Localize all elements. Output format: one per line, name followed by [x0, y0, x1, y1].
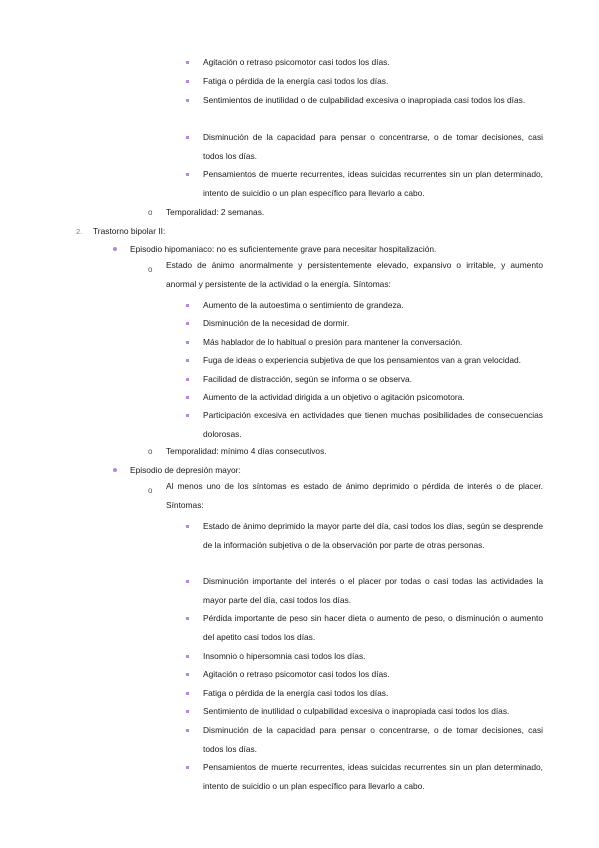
square-bullet-icon [186, 341, 189, 344]
list-item: Fatiga o pérdida de la energía casi todos los días. [203, 76, 389, 86]
circle-bullet-icon: o [148, 208, 153, 217]
square-bullet-icon [186, 80, 189, 83]
symptom-item: Fatiga o pérdida de la energía casi todos los días. [203, 688, 389, 698]
section-title: Trastorno bipolar II: [93, 226, 166, 236]
square-bullet-icon [186, 729, 189, 732]
symptom-item: Pensamientos de muerte recurrentes, ideas suicidas recurrentes sin un plan determinado, intento de suicidio o un plan específico para llevarlo a cabo. [203, 762, 543, 791]
circle-bullet-icon: o [148, 265, 153, 274]
square-bullet-icon [186, 396, 189, 399]
square-bullet-icon [186, 617, 189, 620]
symptom-item: Facilidad de distracción, según se informa o se observa. [203, 374, 413, 384]
square-bullet-icon [186, 655, 189, 658]
square-bullet-icon [186, 173, 189, 176]
list-item: Pensamientos de muerte recurrentes, ideas suicidas recurrentes sin un plan determinado, intento de suicidio o un plan específico para llevarlo a cabo. [203, 169, 543, 198]
symptom-item: Insomnio o hipersomnia casi todos los días. [203, 651, 366, 661]
square-bullet-icon [186, 580, 189, 583]
square-bullet-icon [186, 378, 189, 381]
symptom-item: Aumento de la autoestima o sentimiento de grandeza. [203, 300, 404, 310]
symptom-item: Disminución de la capacidad para pensar o concentrarse, o de tomar decisiones, casi todos los días. [203, 725, 543, 754]
list-item: Sentimientos de inutilidad o de culpabilidad excesiva o inapropiada casi todos los días. [203, 95, 526, 105]
square-bullet-icon [186, 692, 189, 695]
square-bullet-icon [186, 359, 189, 362]
symptom-item: Más hablador de lo habitual o presión para mantener la conversación. [203, 337, 463, 347]
circle-bullet-icon: o [148, 486, 153, 495]
dot-bullet-icon [113, 468, 117, 472]
circle-bullet-icon: o [148, 447, 153, 456]
symptom-item: Fuga de ideas o experiencia subjetiva de que los pensamientos van a gran velocidad. [203, 355, 521, 365]
episode-title: Episodio hipomaniaco: no es suficientemente grave para necesitar hospitalización. [130, 244, 437, 254]
temporalidad-text: Temporalidad: 2 semanas. [166, 207, 265, 217]
symptom-item: Disminución de la necesidad de dormir. [203, 318, 350, 328]
list-number: 2. [76, 227, 83, 236]
symptom-item: Agitación o retraso psicomotor casi todos los días. [203, 669, 390, 679]
square-bullet-icon [186, 710, 189, 713]
episode-intro: Estado de ánimo anormalmente y persistentemente elevado, expansivo o irritable, y aumento anormal y persistente de la actividad o la energía. Síntomas: [166, 260, 543, 289]
episode-title: Episodio de depresión mayor: [130, 465, 241, 475]
square-bullet-icon [186, 322, 189, 325]
symptom-item: Participación excesiva en actividades que tienen muchas posibilidades de consecuencias dolorosas. [203, 410, 543, 439]
square-bullet-icon [186, 136, 189, 139]
square-bullet-icon [186, 525, 189, 528]
list-item: Agitación o retraso psicomotor casi todos los días. [203, 57, 390, 67]
square-bullet-icon [186, 61, 189, 64]
list-item: Disminución de la capacidad para pensar o concentrarse, o de tomar decisiones, casi todos los días. [203, 132, 543, 161]
episode-intro: Al menos uno de los síntomas es estado de ánimo deprimido o pérdida de interés o de placer. Síntomas: [166, 481, 543, 510]
symptom-item: Aumento de la actividad dirigida a un objetivo o agitación psicomotora. [203, 392, 465, 402]
symptom-item: Estado de ánimo deprimido la mayor parte del día, casi todos los días, según se desprende de la información subjetiva o de la observación por parte de otras personas. [203, 521, 543, 550]
square-bullet-icon [186, 766, 189, 769]
square-bullet-icon [186, 673, 189, 676]
symptom-item: Sentimiento de inutilidad o culpabilidad excesiva o inapropiada casi todos los días. [203, 706, 510, 716]
symptom-item: Pérdida importante de peso sin hacer dieta o aumento de peso, o disminución o aumento del apetito casi todos los días. [203, 613, 543, 642]
square-bullet-icon [186, 414, 189, 417]
square-bullet-icon [186, 99, 189, 102]
square-bullet-icon [186, 304, 189, 307]
dot-bullet-icon [113, 247, 117, 251]
temporalidad-text: Temporalidad: mínimo 4 días consecutivos. [166, 446, 327, 456]
symptom-item: Disminución importante del interés o el placer por todas o casi todas las actividades la mayor parte del día, casi todos los días. [203, 576, 543, 605]
